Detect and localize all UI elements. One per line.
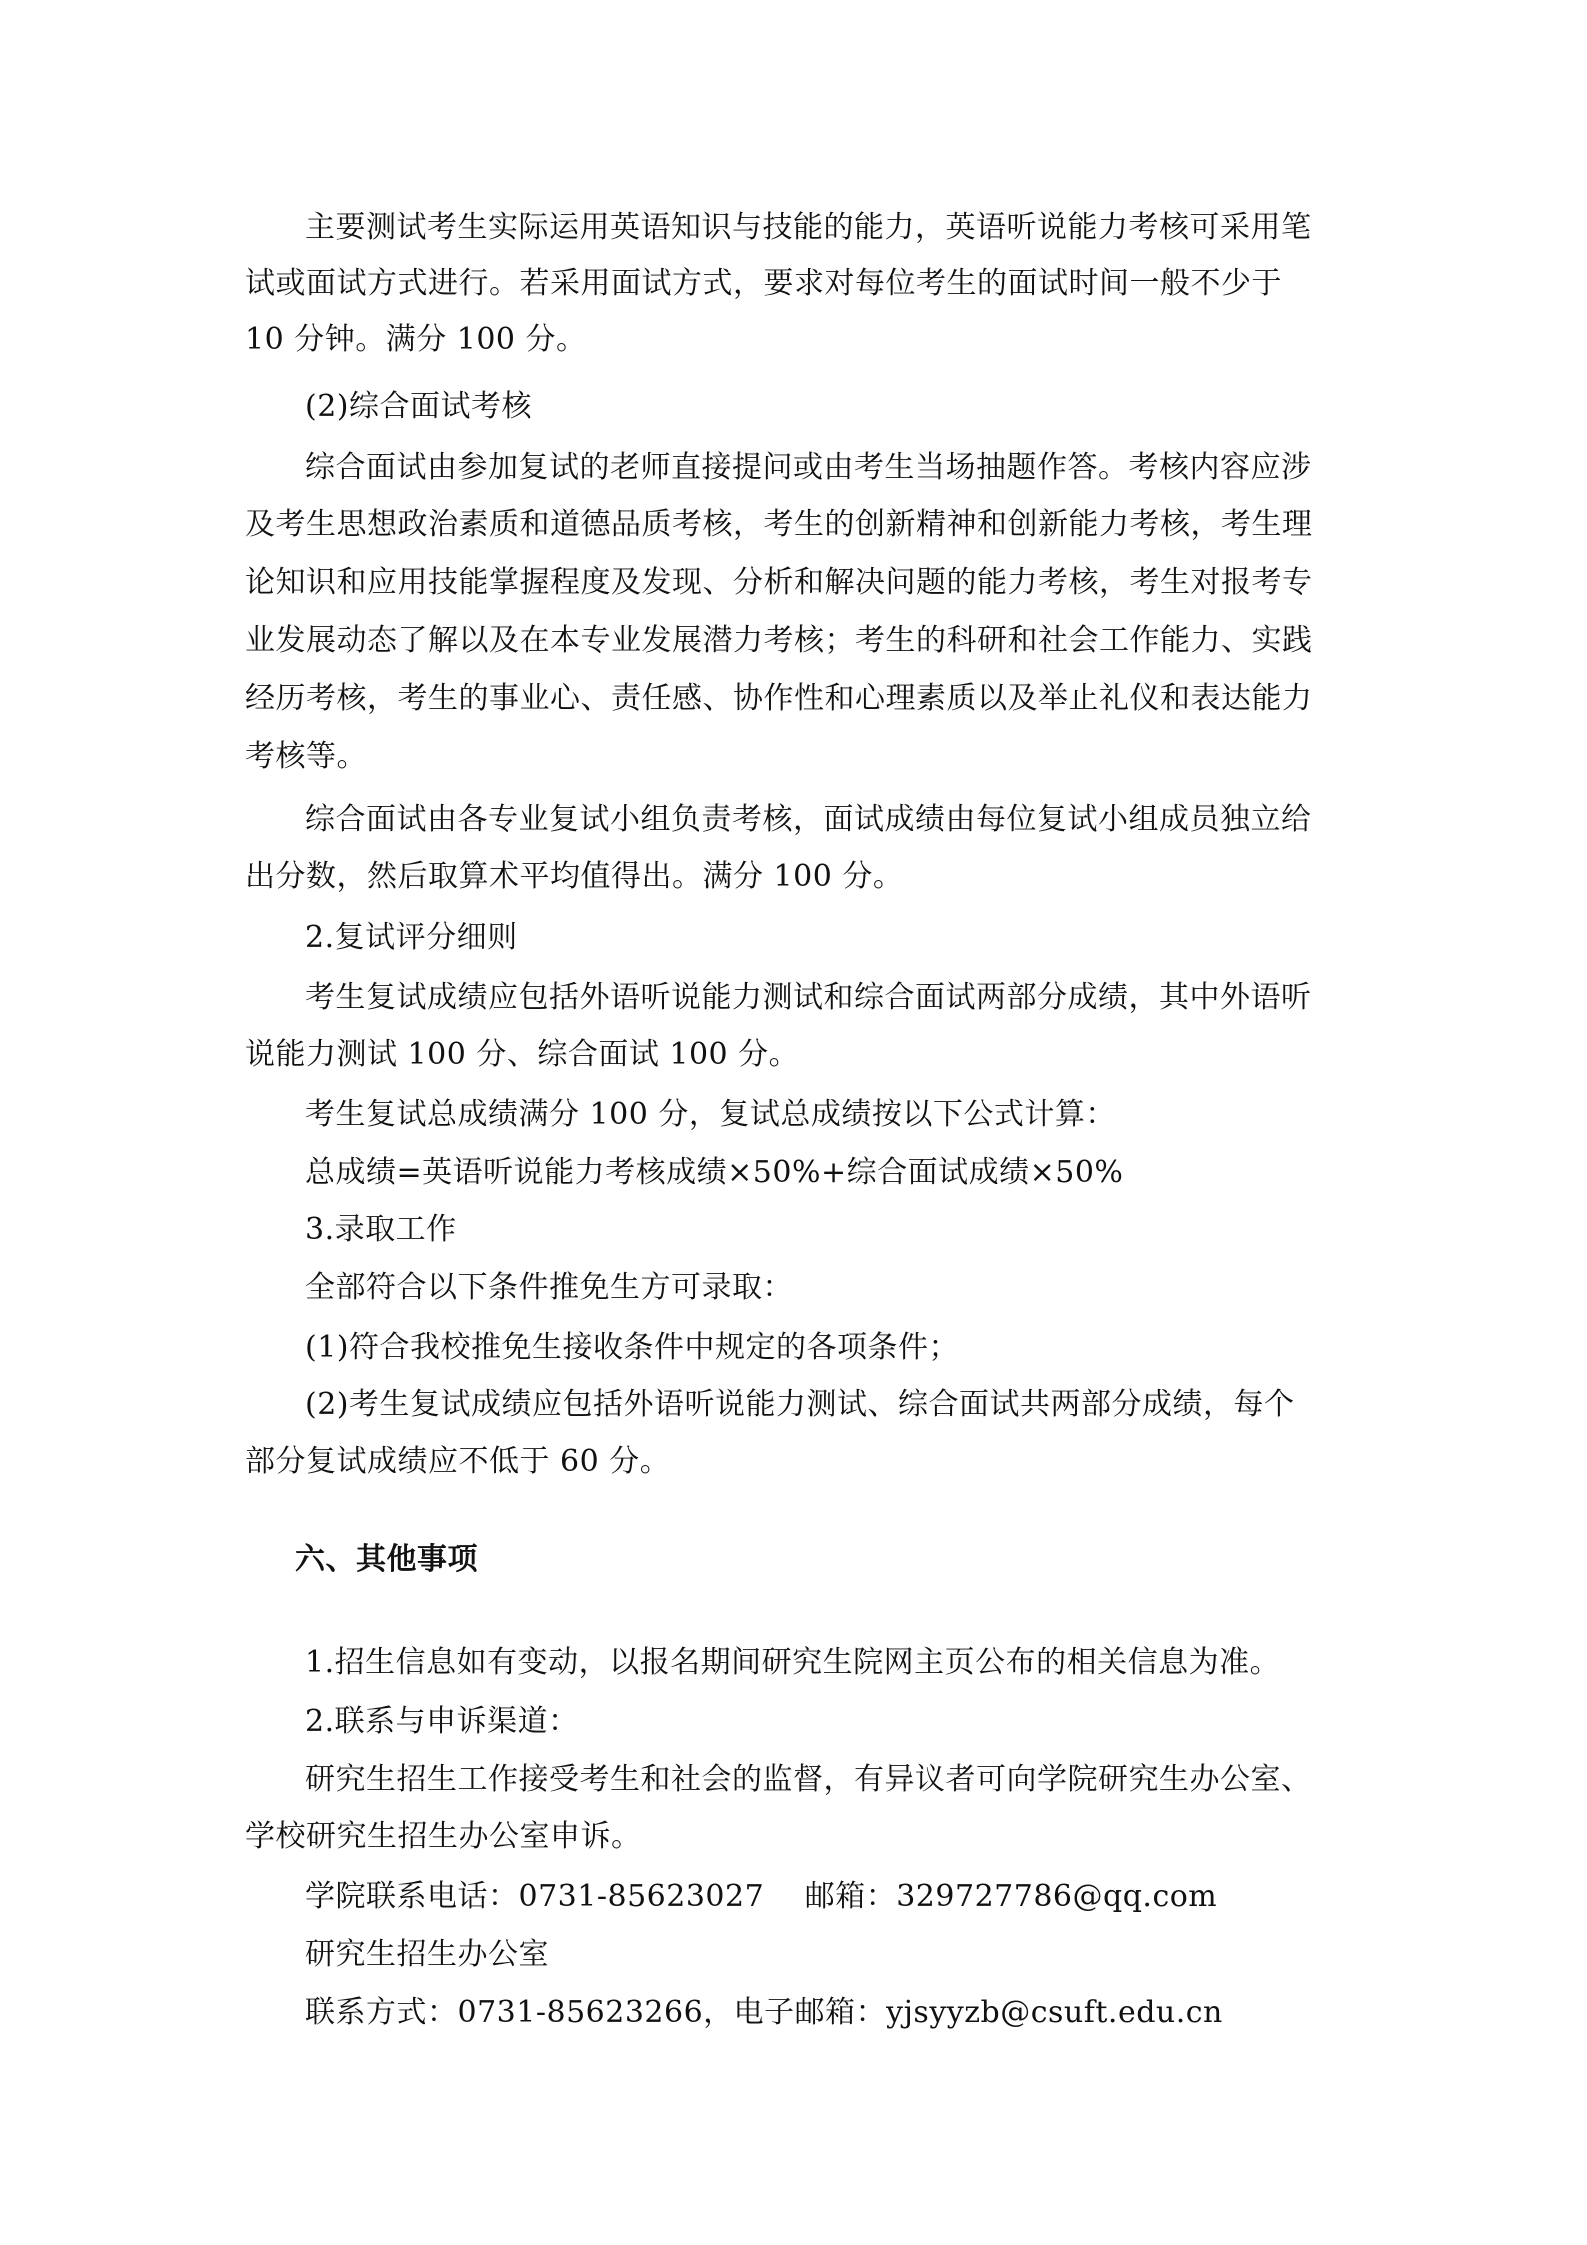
paragraph-line: 主要测试考生实际运用英语知识与技能的能力，英语听说能力考核可采用笔 [305,210,1312,245]
paragraph-line: 出分数，然后取算术平均值得出。满分 100 分。 [245,859,904,894]
paragraph-line: (2)考生复试成绩应包括外语听说能力测试、综合面试共两部分成绩，每个 [305,1387,1295,1422]
contact-line: 研究生招生办公室 [305,1937,549,1972]
paragraph-line: 学校研究生招生办公室申诉。 [245,1819,642,1854]
paragraph-line: 说能力测试 100 分、综合面试 100 分。 [245,1037,800,1072]
paragraph-line: 研究生招生工作接受考生和社会的监督，有异议者可向学院研究生办公室、 [305,1762,1312,1797]
paragraph-line: 考生复试总成绩满分 100 分，复试总成绩按以下公式计算： [305,1097,1116,1132]
paragraph-line: 业发展动态了解以及在本专业发展潜力考核；考生的科研和社会工作能力、实践 [245,623,1313,658]
paragraph-line: 部分复试成绩应不低于 60 分。 [245,1444,671,1479]
paragraph-line: 2.联系与申诉渠道： [305,1704,579,1739]
paragraph-line: 论知识和应用技能掌握程度及发现、分析和解决问题的能力考核，考生对报考专 [245,565,1313,600]
contact-line: 学院联系电话：0731-85623027 邮箱：329727786@qq.com [305,1879,1218,1914]
contact-line: 联系方式：0731-85623266，电子邮箱：yjsyyzb@csuft.edu.cn [305,1995,1223,2030]
paragraph-line: 综合面试由参加复试的老师直接提问或由考生当场抽题作答。考核内容应涉 [305,450,1312,485]
paragraph-line: 考核等。 [245,739,367,774]
subsection-title: 3.录取工作 [305,1212,457,1247]
paragraph-line: 1.招生信息如有变动，以报名期间研究生院网主页公布的相关信息为准。 [305,1645,1281,1680]
paragraph-line: 经历考核，考生的事业心、责任感、协作性和心理素质以及举止礼仪和表达能力 [245,681,1313,716]
subsection-title: (2)综合面试考核 [305,389,532,424]
paragraph-line: 试或面试方式进行。若采用面试方式，要求对每位考生的面试时间一般不少于 [245,266,1282,301]
paragraph-line: (1)符合我校推免生接收条件中规定的各项条件； [305,1330,959,1365]
paragraph-line: 综合面试由各专业复试小组负责考核，面试成绩由每位复试小组成员独立给 [305,802,1312,837]
paragraph-line: 全部符合以下条件推免生方可录取： [305,1270,793,1305]
subsection-title: 2.复试评分细则 [305,920,518,955]
formula-line: 总成绩=英语听说能力考核成绩×50%+综合面试成绩×50% [305,1155,1124,1190]
paragraph-line: 10 分钟。满分 100 分。 [245,322,587,357]
paragraph-line: 及考生思想政治素质和道德品质考核，考生的创新精神和创新能力考核，考生理 [245,507,1313,542]
section-heading: 六、其他事项 [295,1542,478,1577]
paragraph-line: 考生复试成绩应包括外语听说能力测试和综合面试两部分成绩，其中外语听 [305,980,1312,1015]
